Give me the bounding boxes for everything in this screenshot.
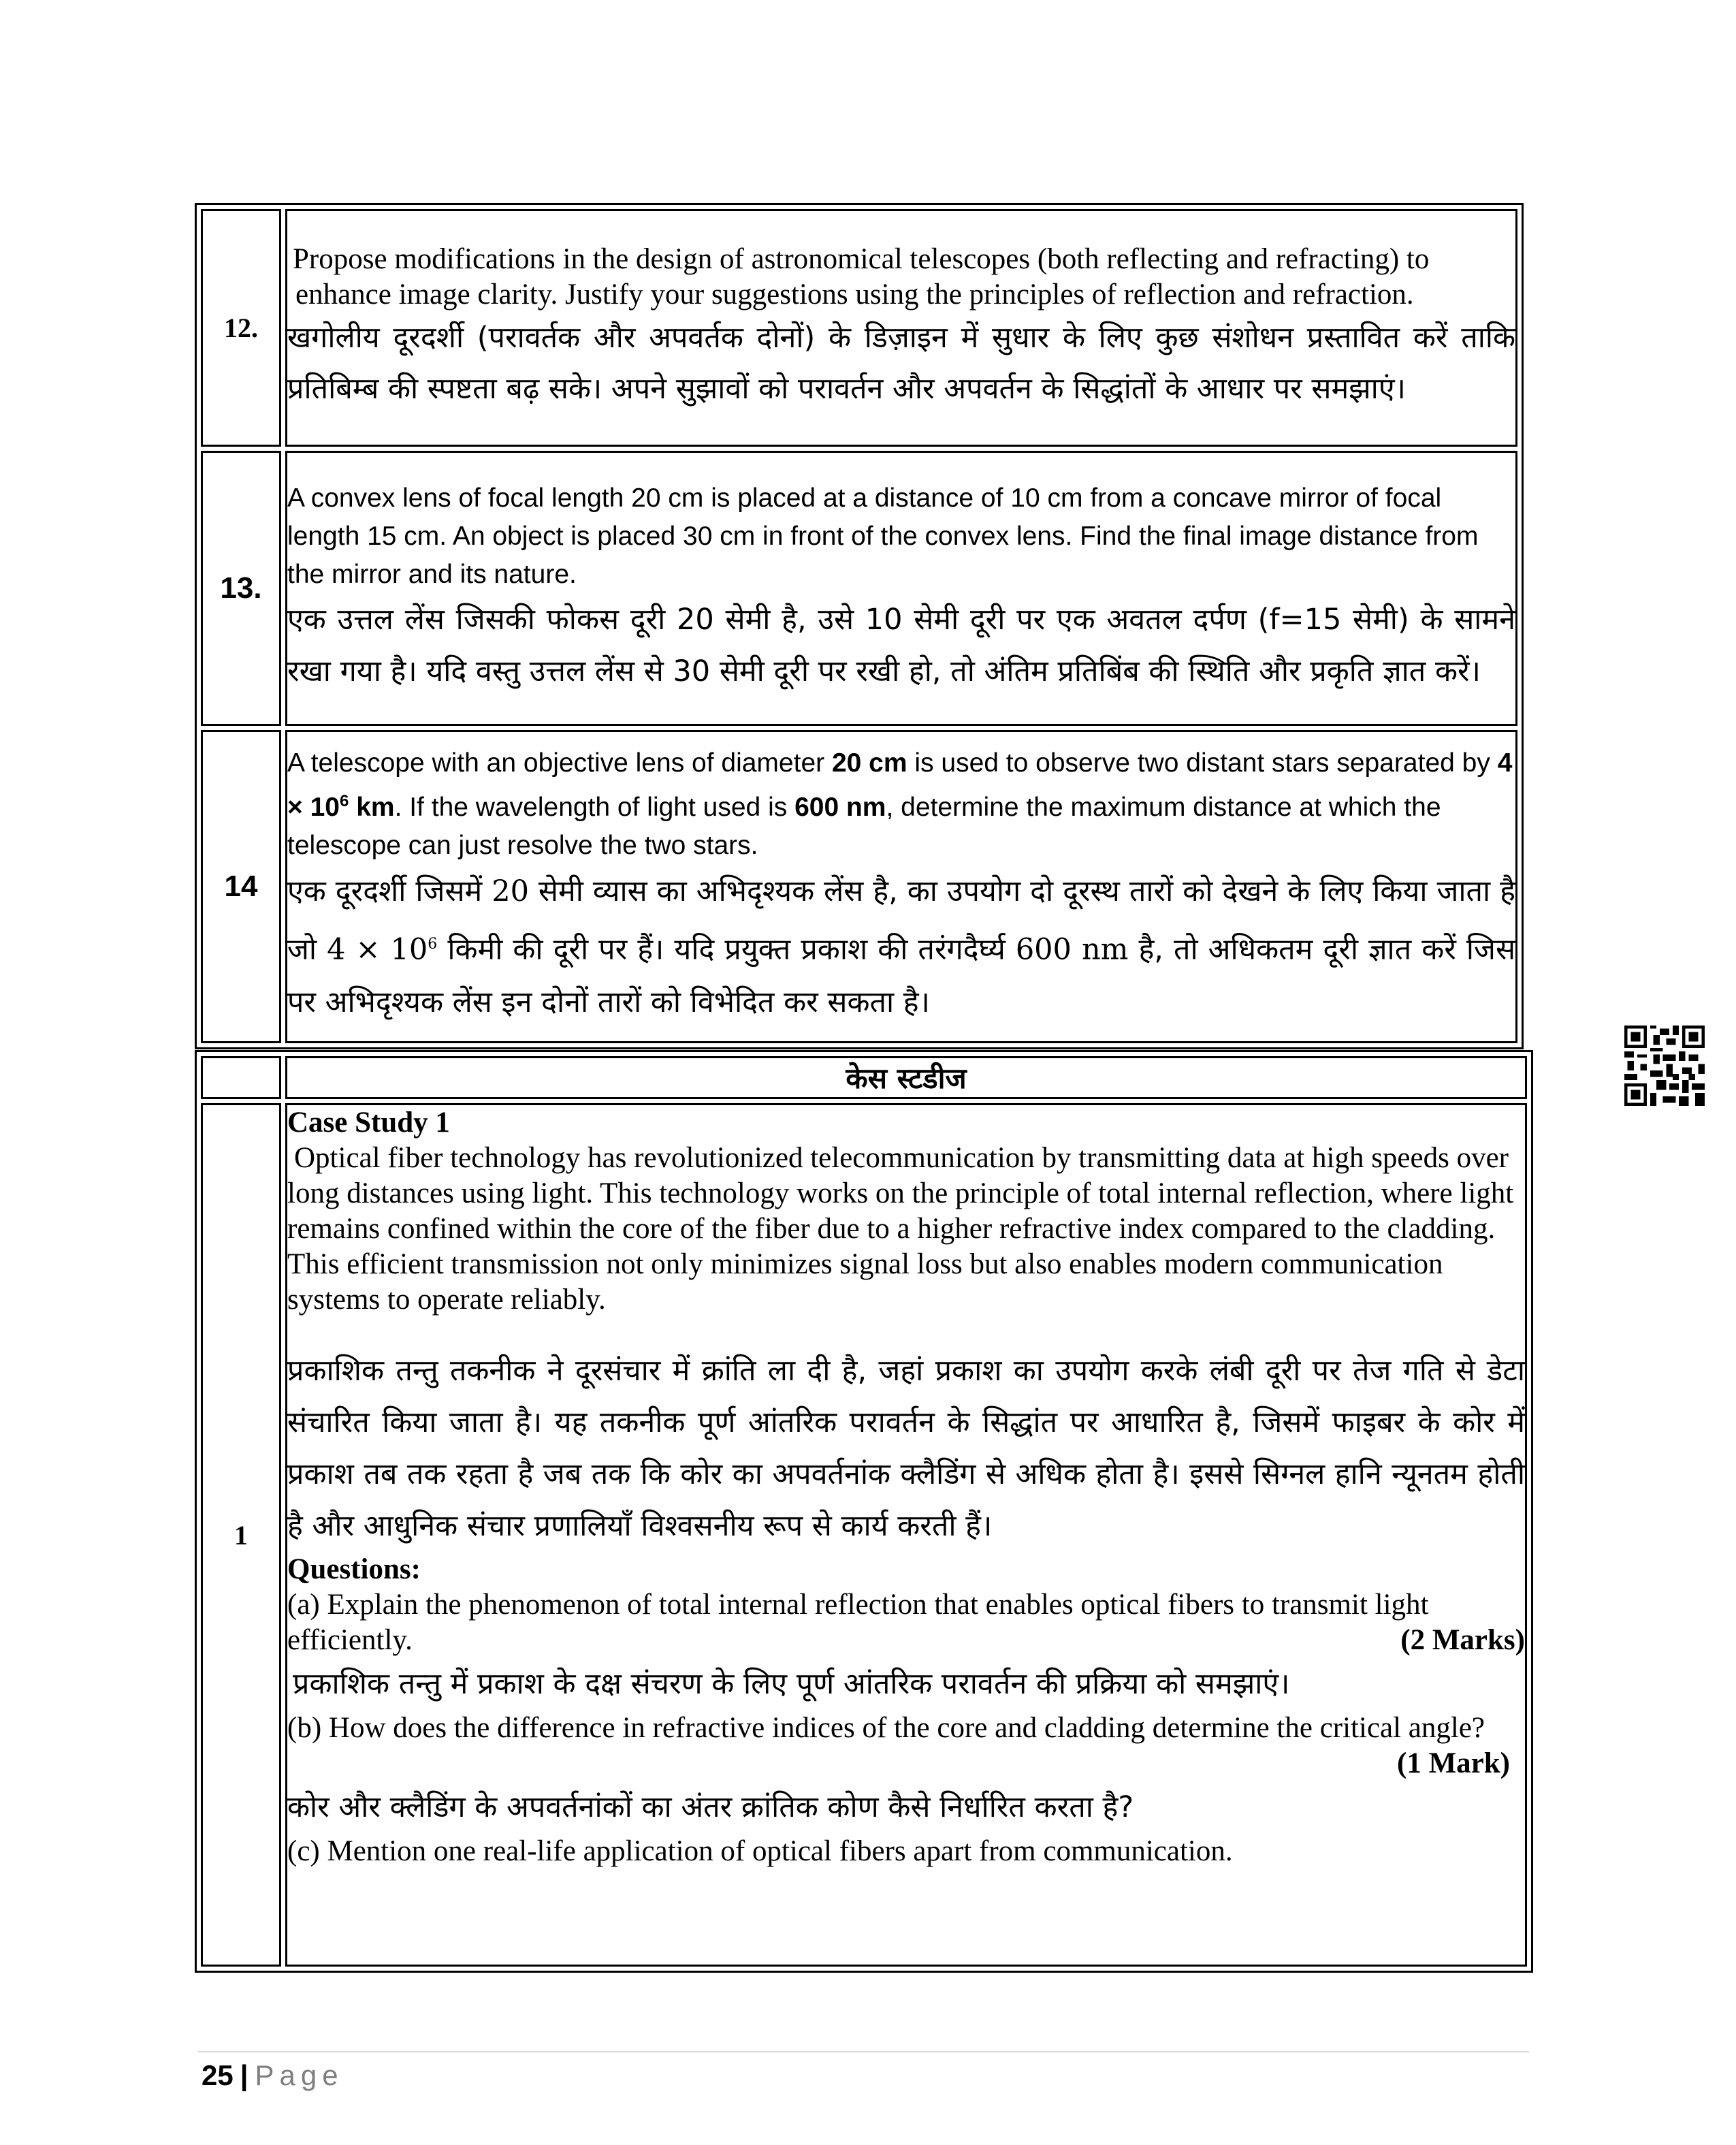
footer-divider [197,2051,1529,2052]
question-text-en: A telescope with an objective lens of diameter 20 cm is used to observe two distant stars separated by $4 \times 10^6$ km. If the wavelength of light used is 600 nm, determine the maximum distance at which the telescope can just resolve the two stars. [287,748,1513,860]
question-text-hi: एक दूरदर्शी जिसमें 20 सेमी व्यास का अभिदृश्यक लेंस है, का उपयोग दो दूरस्थ तारों को देखने के लिए किया जाता है जो $4 \times 10^6$ किमी की दूरी पर हैं। यदि प्रयुक्त प्रकाश की तरंगदैर्घ्य 600 nm है, तो अधिकतम दूरी ज्ञात करें जिस पर अभिदृश्यक लेंस इन दोनों तारों को विभेदित कर सकता है। [287,874,1516,1020]
page-word: Page [255,2059,344,2091]
case-study-table [195,1050,1533,1973]
question-number: 13. [201,451,281,726]
question-text-en: A convex lens of focal length 20 cm is placed at a distance of 10 cm from a concave mirror of focal length 15 cm. An object is placed 30 cm in front of the convex lens. Find the final image distance from the mirror and its nature. [287,483,1479,589]
case-study-paragraph-hi: प्रकाशिक तन्तु तकनीक ने दूरसंचार में क्रांति ला दी है, जहां प्रकाश का उपयोग करके लंबी दूरी पर तेज गति से डेटा संचारित किया जाता है। यह तकनीक पूर्ण आंतरिक परावर्तन के सिद्धांत पर आधारित है, जिसमें फाइबर के कोर में प्रकाश तब तक रहता है जब तक कि कोर का अपवर्तनांक क्लैडिंग से अधिक होता है। इससे सिग्नल हानि न्यूनतम होती है और आधुनिक संचार प्रणालियाँ विश्वसनीय रूप से कार्य करती हैं। [287,1354,1525,1543]
question-text-en: Propose modifications in the design of astronomical telescopes (both reflecting and refracting) to enhance image clarity. Justify your suggestions using the principles of reflection and refraction. [293,242,1430,311]
qr-code-icon [1624,1026,1705,1106]
question-row-12 [201,209,1517,447]
question-number: 14 [201,730,281,1043]
case-study-paragraph-en: Optical fiber technology has revolutionized telecommunication by transmitting data at high speeds over long distances using light. This technology works on the principle of total internal reflection, where light remains confined within the core of the fiber due to a higher refractive index compared to the cladding. This efficient transmission not only minimizes signal loss but also enables modern communication systems to operate reliably. [287,1142,1514,1316]
question-row-13 [201,451,1517,726]
footer-separator: | [240,2059,248,2091]
case-study-number: 1 [201,1103,281,1967]
questions-label: Questions: [287,1553,421,1585]
question-a-en: (a) Explain the phenomenon of total internal reflection that enables optical fibers to transmit light efficiently. [287,1589,1429,1656]
question-number: 12. [201,209,281,447]
question-c-en: (c) Mention one real-life application of optical fibers apart from communication. [287,1835,1233,1867]
page-number: 25 [202,2059,234,2091]
question-row-14 [201,730,1517,1043]
question-b-hi: कोर और क्लैडिंग के अपवर्तनांकों का अंतर क्रांतिक कोण कैसे निर्धारित करता है? [287,1790,1134,1824]
question-a-marks: (2 Marks) [1400,1624,1525,1656]
question-text-hi: एक उत्तल लेंस जिसकी फोकस दूरी 20 सेमी है, उसे 10 सेमी दूरी पर एक अवतल दर्पण (f=15 सेमी) के सामने रखा गया है। यदि वस्तु उत्तल लेंस से 30 सेमी दूरी पर रखी हो, तो अंतिम प्रतिबिंब की स्थिति और प्रकृति ज्ञात करें। [287,603,1515,688]
page-footer [202,2059,344,2092]
case-heading-row [201,1056,1527,1099]
case-study-row [201,1103,1527,1967]
case-study-title: Case Study 1 [287,1107,450,1139]
question-b-marks: (1 Mark) [1397,1747,1510,1779]
questions-table [195,203,1524,1049]
question-b-en: (b) How does the difference in refractive indices of the core and cladding determine the critical angle? [287,1712,1485,1744]
section-heading: केस स्टडीज [285,1056,1527,1099]
question-text-hi: खगोलीय दूरदर्शी (परावर्तक और अपवर्तक दोनों) के डिज़ाइन में सुधार के लिए कुछ संशोधन प्रस्तावित करें ताकि प्रतिबिम्ब की स्पष्टता बढ़ सके। अपने सुझावों को परावर्तन और अपवर्तन के सिद्धांतों के आधार पर समझाएं। [287,320,1515,406]
question-a-hi: प्रकाशिक तन्तु में प्रकाश के दक्ष संचरण के लिए पूर्ण आंतरिक परावर्तन की प्रक्रिया को समझाएं। [293,1667,1290,1701]
